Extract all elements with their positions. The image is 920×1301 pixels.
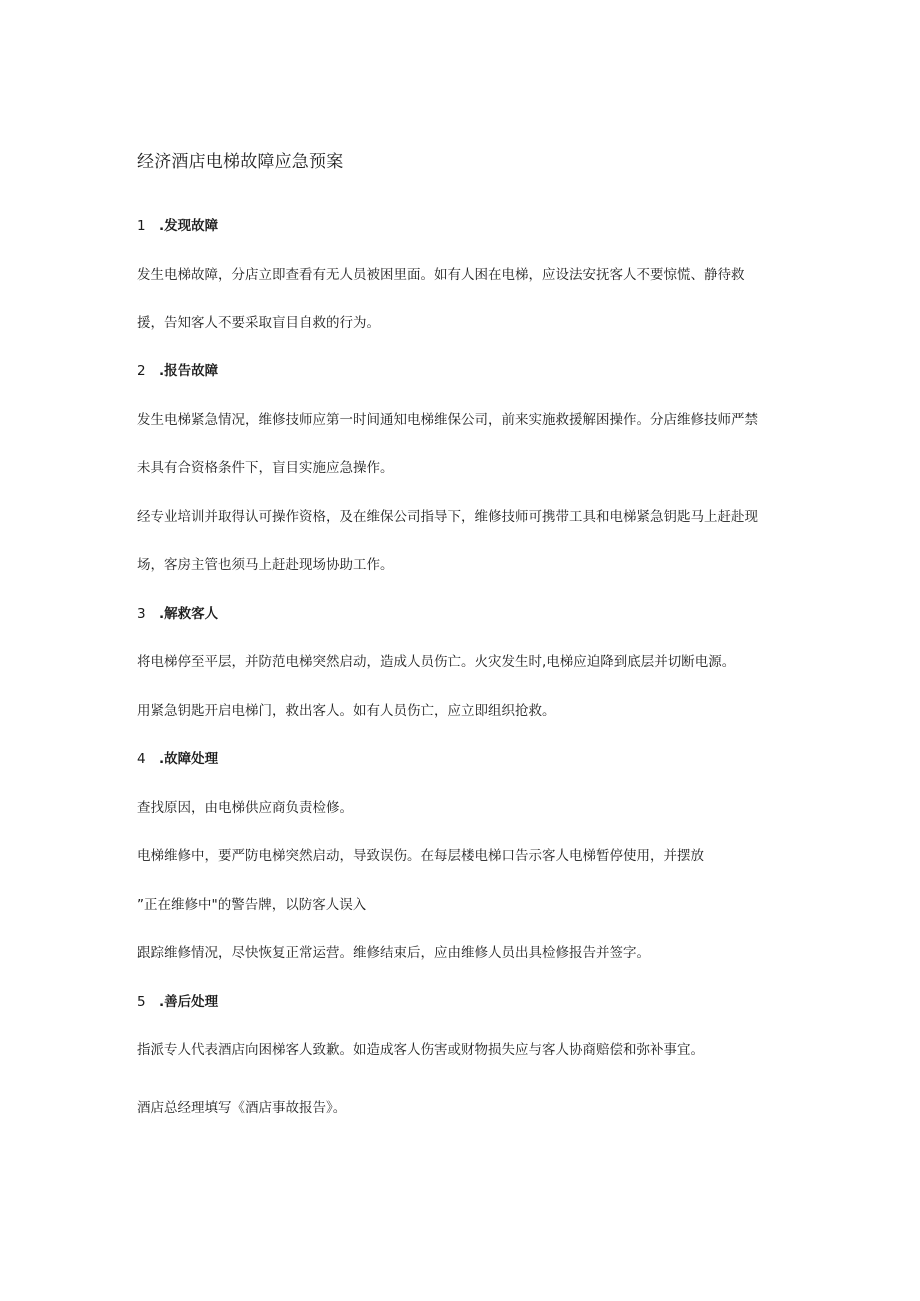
paragraph-line: ”正在维修中"的警告牌，以防客人误入 xyxy=(137,897,367,913)
section-number: 1 xyxy=(137,218,146,234)
paragraph-line: 援，告知客人不要采取盲目自救的行为。 xyxy=(137,315,380,331)
paragraph-line: 查找原因，由电梯供应商负责检修。 xyxy=(137,800,353,816)
section-title: .解救客人 xyxy=(159,606,219,622)
section-number: 5 xyxy=(137,994,146,1010)
paragraph-line: 电梯维修中，要严防电梯突然启动，导致误伤。在每层楼电梯口告示客人电梯暂停使用，并摆放 xyxy=(137,848,704,864)
paragraph-line: 经专业培训并取得认可操作资格，及在维保公司指导下，维修技师可携带工具和电梯紧急钥匙马上赶赴现 xyxy=(137,509,758,525)
paragraph-line: 酒店总经理填写《酒店事故报告》。 xyxy=(137,1100,347,1116)
paragraph-line: 场，客房主管也须马上赶赴现场协助工作。 xyxy=(137,557,394,573)
section-heading xyxy=(137,749,218,769)
section-number: 4 xyxy=(137,751,146,767)
paragraph-line: 将电梯停至平层，并防范电梯突然启动，造成人员伤亡。火灾发生时,电梯应迫降到底层并切断电源。 xyxy=(137,654,736,670)
section-heading xyxy=(137,604,218,624)
section-number: 3 xyxy=(137,606,146,622)
section-heading xyxy=(137,992,218,1012)
paragraph-line: 指派专人代表酒店向困梯客人致歉。如造成客人伤害或财物损失应与客人协商赔偿和弥补事宜。 xyxy=(137,1042,704,1058)
section-title: .发现故障 xyxy=(159,218,219,234)
section-number: 2 xyxy=(137,363,146,379)
paragraph-line: 发生电梯故障，分店立即查看有无人员被困里面。如有人困在电梯，应设法安抚客人不要惊慌、静待救 xyxy=(137,267,745,283)
section-title: .善后处理 xyxy=(159,994,219,1010)
section-heading xyxy=(137,361,218,381)
paragraph-line: 跟踪维修情况，尽快恢复正常运营。维修结束后，应由维修人员出具检修报告并签字。 xyxy=(137,945,650,961)
paragraph-line: 用紧急钥匙开启电梯门，救出客人。如有人员伤亡，应立即组织抢救。 xyxy=(137,703,556,719)
section-title: .报告故障 xyxy=(159,363,219,379)
section-heading xyxy=(137,216,218,236)
paragraph-line: 发生电梯紧急情况，维修技师应第一时间通知电梯维保公司，前来实施救援解困操作。分店维修技师严禁 xyxy=(137,412,758,428)
paragraph-line: 未具有合资格条件下，盲目实施应急操作。 xyxy=(137,460,394,476)
document-title: 经济酒店电梯故障应急预案 xyxy=(137,152,344,172)
section-title: .故障处理 xyxy=(159,751,219,767)
